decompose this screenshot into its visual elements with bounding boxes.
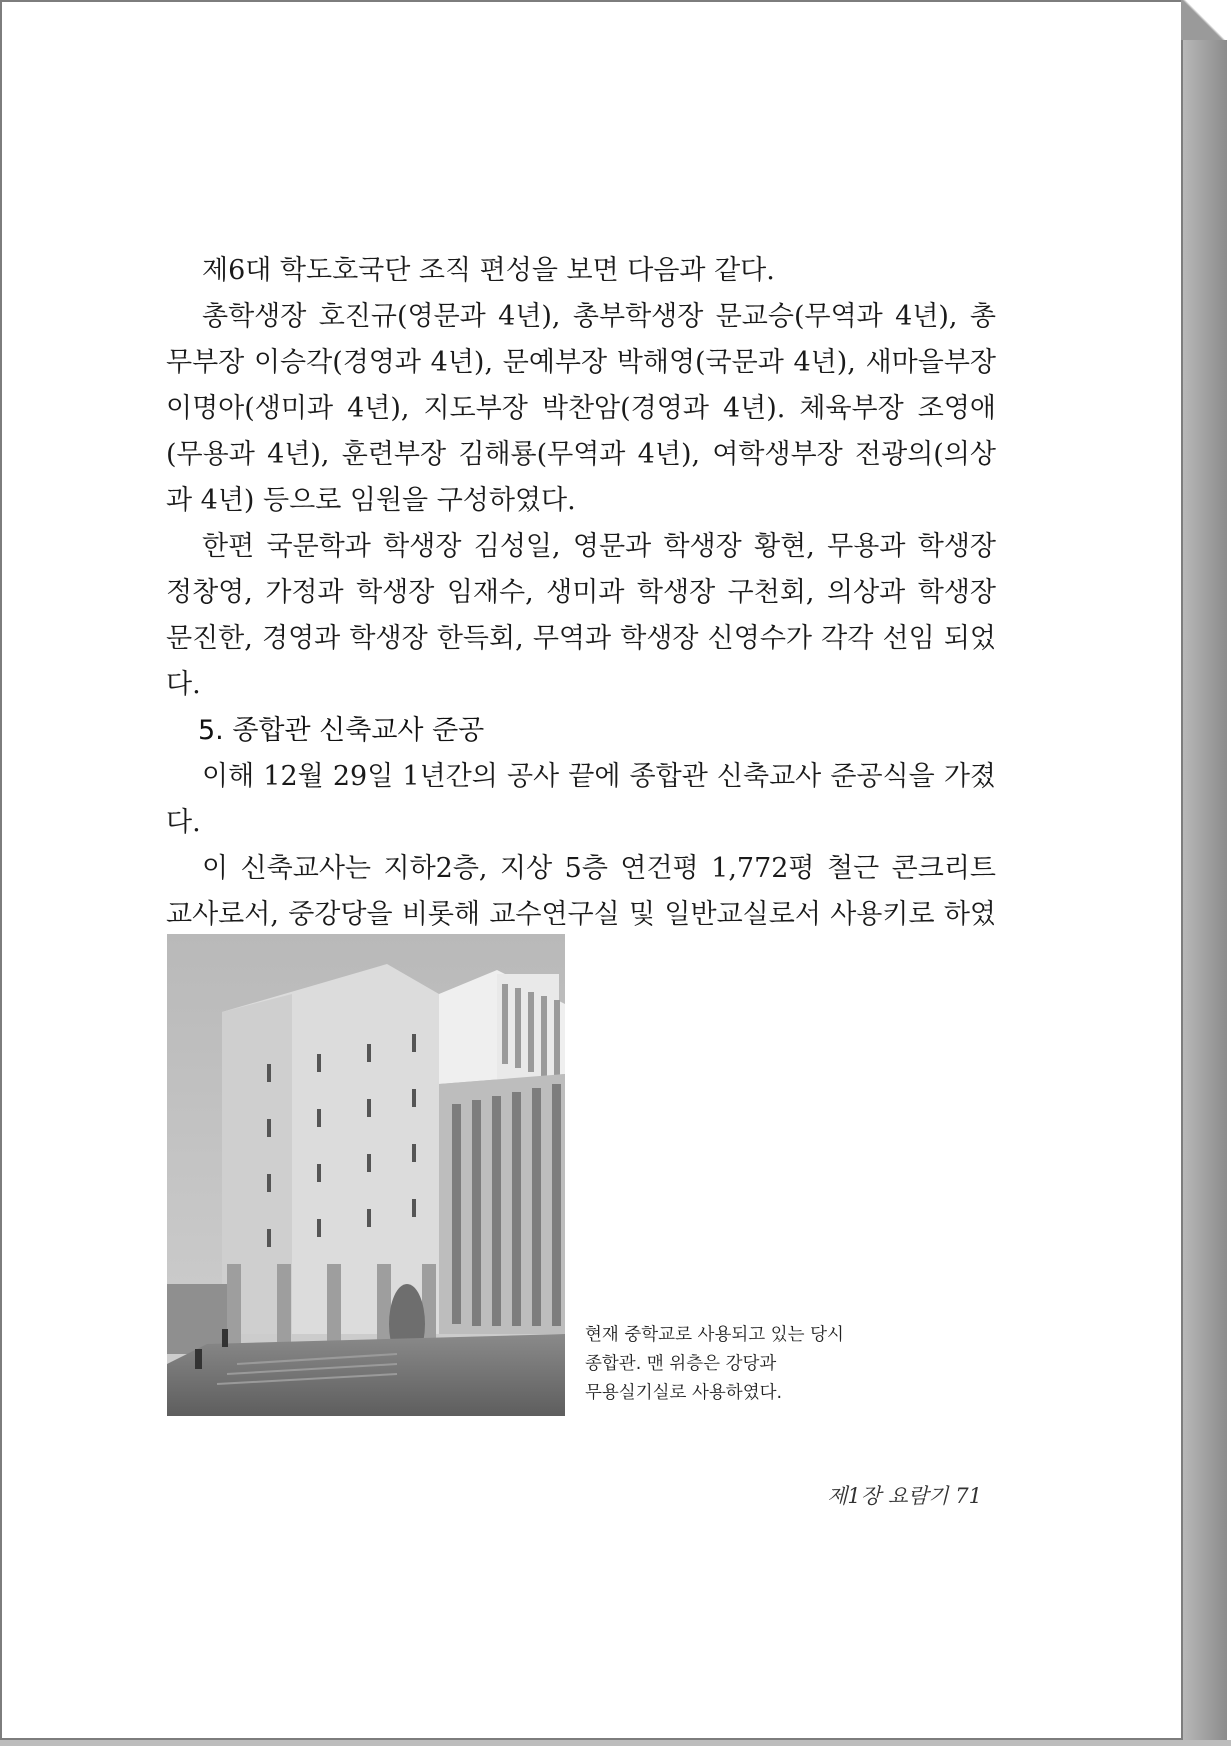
building-photo xyxy=(167,934,565,1416)
page-stack-edge xyxy=(1183,0,1227,1746)
paragraph-organization: 제6대 학도호국단 조직 편성을 보면 다음과 같다. xyxy=(202,255,775,286)
page-corner-fold xyxy=(1181,0,1227,40)
body-text xyxy=(166,248,996,984)
paragraph-completion: 이해 12월 29일 1년간의 공사 끝에 종합관 신축교사 준공식을 가졌다. xyxy=(166,761,996,838)
page-bottom-edge xyxy=(0,1740,1231,1746)
paragraph-building-details: 이 신축교사는 지하2층, 지상 5층 연건평 1,772평 철근 콘크리트 교사로서, 중강당을 비롯해 교수연구실 및 일반교실로서 사용키로 하였 xyxy=(166,853,996,930)
section-heading: 5. 종합관 신축교사 준공 xyxy=(198,715,485,746)
page-footer: 제1장 요람기 71 xyxy=(827,1484,982,1508)
caption-line: 종합관. 맨 위층은 강당과 xyxy=(585,1354,777,1374)
caption-line: 무용실기실로 사용하였다. xyxy=(585,1383,783,1403)
paragraph-dept-leaders: 한편 국문학과 학생장 김성일, 영문과 학생장 황현, 무용과 학생장 정창영, 가정과 학생장 임재수, 생미과 학생장 구천회, 의상과 학생장 문진한, 경영과 학생장 한득회, 무역과 학생장 신영수가 각각 선임 되었다. xyxy=(166,531,996,700)
photo-caption xyxy=(585,1321,885,1408)
caption-line: 현재 중학교로 사용되고 있는 당시 xyxy=(585,1325,844,1345)
building-illustration xyxy=(167,934,565,1416)
paragraph-officers: 총학생장 호진규(영문과 4년), 총부학생장 문교승(무역과 4년), 총무부장 이승각(경영과 4년), 문예부장 박해영(국문과 4년), 새마을부장 이명아(생미과 4년), 지도부장 박찬암(경영과 4년). 체육부장 조영애(무용과 4년), 훈련부장 김해룡(무역과 4년), 여학생부장 전광의(의상과 4년) 등으로 임원을 구성하였다. xyxy=(166,301,996,516)
